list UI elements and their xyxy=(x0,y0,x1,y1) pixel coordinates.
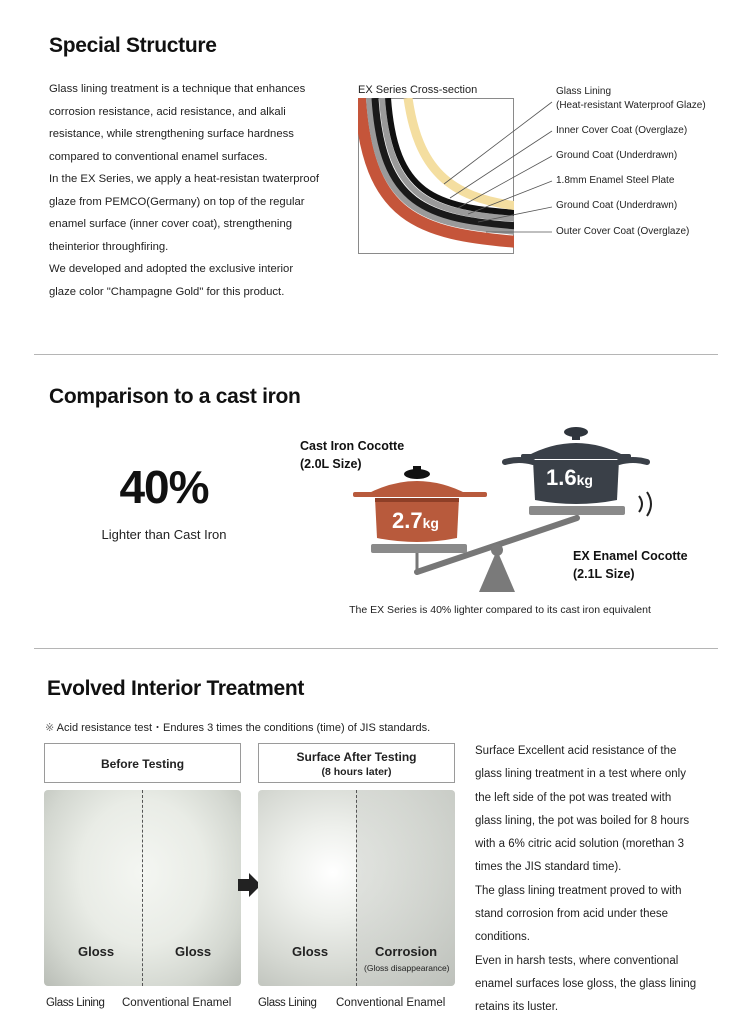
cast-iron-weight-value: 2.7 xyxy=(392,508,423,533)
description-line: retains its luster. xyxy=(475,1001,559,1014)
motion-mark xyxy=(647,492,651,516)
scale-pivot xyxy=(491,544,503,556)
caption-glass-lining: Glass Lining xyxy=(258,997,317,1009)
paragraph-line: We developed and adopted the exclusive interior xyxy=(49,263,294,275)
after-testing-photo xyxy=(258,790,455,986)
description-line: times the JIS standard time). xyxy=(475,861,622,874)
cast-iron-size: (2.0L Size) xyxy=(300,457,362,471)
layer-label-outer-cover: Outer Cover Coat (Overglaze) xyxy=(556,226,690,237)
paragraph-line: enamel surface (inner cover coat), strengthening xyxy=(49,218,293,230)
section-divider xyxy=(34,648,718,649)
layer-sublabel: (Heat-resistant Waterproof Glaze) xyxy=(556,100,706,111)
right-tray xyxy=(529,506,625,515)
ex-weight-label xyxy=(546,465,593,491)
corrosion-label: Corrosion xyxy=(375,944,438,959)
lighter-percent: 40% xyxy=(119,461,209,513)
special-structure-title: Special Structure xyxy=(49,34,217,57)
left-tray xyxy=(371,544,467,553)
paragraph-line: glaze from PEMCO(Germany) on top of the regular xyxy=(49,195,305,208)
weight-unit: kg xyxy=(576,472,593,488)
paragraph-line: In the EX Series, we apply a heat-resistan twaterproof xyxy=(49,173,320,185)
ex-name: EX Enamel Cocotte xyxy=(573,549,688,563)
corrosion-sublabel: (Gloss disappearance) xyxy=(364,963,450,973)
acid-test-note xyxy=(45,719,430,735)
cast-iron-name: Cast Iron Cocotte xyxy=(300,439,405,453)
leader-line xyxy=(478,207,552,222)
note-text: Acid resistance test・Endures 3 times the conditions (time) of JIS standards. xyxy=(56,722,431,734)
description-line: The glass lining treatment proved to with xyxy=(475,884,682,897)
caption-conventional-enamel: Conventional Enamel xyxy=(336,997,446,1009)
photo-center-divider xyxy=(142,790,143,986)
gloss-label-left: Gloss xyxy=(78,944,115,959)
caption-glass-lining: Glass Lining xyxy=(46,997,105,1009)
gloss-label-left: Gloss xyxy=(292,944,329,959)
description-line: glass lining treatment in a test where only xyxy=(475,768,686,781)
ex-weight-value: 1.6 xyxy=(546,465,577,490)
before-testing-photo xyxy=(44,790,241,986)
layer-label-ground-coat: Ground Coat (Underdrawn) xyxy=(556,200,678,211)
paragraph-line: Glass lining treatment is a technique that enhances xyxy=(49,83,306,95)
after-testing-sublabel: (8 hours later) xyxy=(321,766,392,778)
layer-label: Glass Lining xyxy=(556,86,612,97)
photo-center-divider xyxy=(356,790,357,986)
diagram-title: EX Series Cross-section xyxy=(358,84,478,96)
after-testing-title: Surface After Testing xyxy=(296,750,417,764)
lighter-caption: Lighter than Cast Iron xyxy=(101,527,227,542)
note-symbol: ※ xyxy=(45,722,55,734)
description-line: stand corrosion from acid under these xyxy=(475,908,669,921)
paragraph-line: resistance, while strengthening surface hardness xyxy=(49,128,294,140)
description-line: glass lining, the pot was boiled for 8 hours xyxy=(475,814,690,827)
paragraph-line: compared to conventional enamel surfaces. xyxy=(49,150,268,163)
description-line: with a 6% citric acid solution (morethan 3 xyxy=(475,838,685,851)
layer-label-glass-lining xyxy=(556,85,706,113)
description-line: Even in harsh tests, where conventional xyxy=(475,954,679,967)
paragraph-line: theinterior throughfiring. xyxy=(49,240,169,253)
description-line: Surface Excellent acid resistance of the xyxy=(475,745,677,757)
leader-line xyxy=(444,102,552,184)
leader-line xyxy=(458,156,552,208)
layer-label-steel-plate: 1.8mm Enamel Steel Plate xyxy=(556,175,675,186)
section-divider xyxy=(34,354,718,355)
scale-fulcrum xyxy=(479,550,515,592)
weight-unit: kg xyxy=(422,515,439,531)
gloss-label-right: Gloss xyxy=(175,944,212,959)
leader-line xyxy=(468,181,552,214)
paragraph-line: glaze color "Champagne Gold" for this product. xyxy=(49,285,285,298)
before-testing-label: Before Testing xyxy=(44,743,241,783)
cast-iron-weight-label xyxy=(392,508,439,534)
leader-lines xyxy=(358,80,558,250)
description-line: enamel surfaces lose gloss, the glass lining xyxy=(475,977,697,990)
evolved-title: Evolved Interior Treatment xyxy=(47,677,305,700)
paragraph-line: corrosion resistance, acid resistance, and alkali xyxy=(49,105,286,118)
layer-label-ground-coat: Ground Coat (Underdrawn) xyxy=(556,150,678,161)
comparison-title: Comparison to a cast iron xyxy=(49,385,301,408)
comparison-footnote: The EX Series is 40% lighter compared to its cast iron equivalent xyxy=(349,604,651,616)
motion-mark xyxy=(639,496,642,512)
ex-label xyxy=(573,547,688,583)
evolved-description xyxy=(475,740,725,1020)
ex-size: (2.1L Size) xyxy=(573,567,635,581)
after-testing-label xyxy=(258,743,455,783)
layer-label-inner-cover: Inner Cover Coat (Overglaze) xyxy=(556,125,688,136)
description-line: the left side of the pot was treated with xyxy=(475,791,672,804)
description-line: conditions. xyxy=(475,931,530,944)
special-structure-paragraph xyxy=(49,78,349,303)
caption-conventional-enamel: Conventional Enamel xyxy=(122,997,232,1009)
